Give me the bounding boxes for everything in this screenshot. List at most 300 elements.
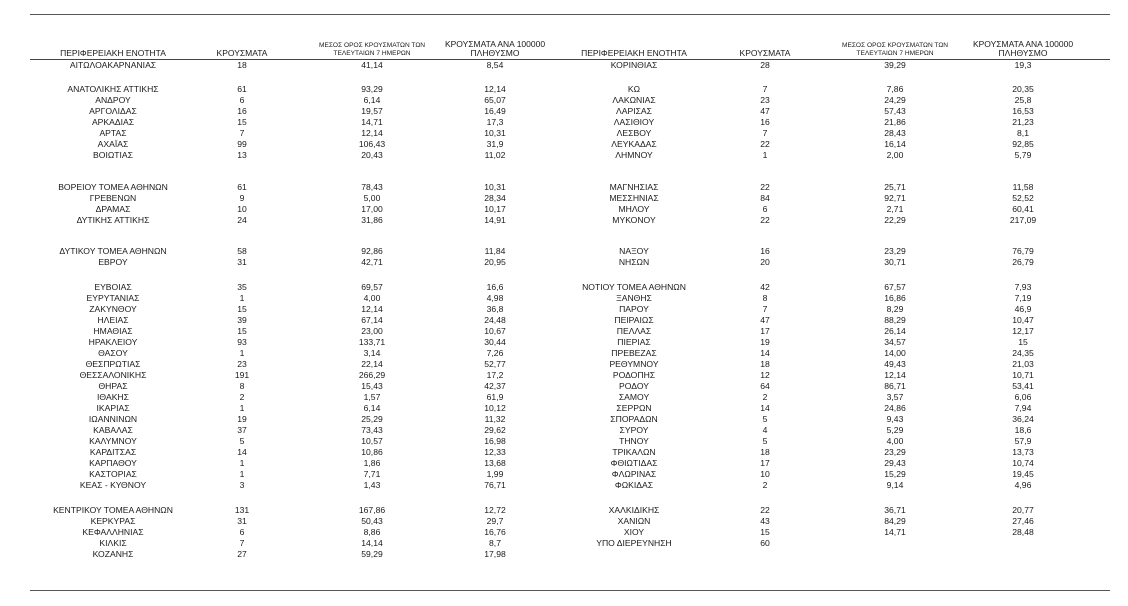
region-name: ΕΒΡΟΥ bbox=[98, 257, 128, 267]
region-name: ΒΟΙΩΤΙΑΣ bbox=[93, 150, 133, 160]
table-row bbox=[30, 480, 565, 491]
region-name: ΣΠΟΡΑΔΩΝ bbox=[610, 414, 658, 424]
cases-value: 27 bbox=[237, 549, 247, 559]
region-name: ΙΚΑΡΙΑΣ bbox=[96, 403, 130, 413]
avg-7-day-value: 1,43 bbox=[363, 480, 381, 490]
per-100k-value: 4,98 bbox=[486, 293, 504, 303]
avg-7-day-value: 12,14 bbox=[884, 370, 906, 380]
cases-value: 42 bbox=[760, 282, 770, 292]
cases-value: 58 bbox=[237, 246, 247, 256]
cases-value: 16 bbox=[760, 246, 770, 256]
per-100k-value: 8,7 bbox=[489, 538, 501, 548]
avg-7-day-value: 5,00 bbox=[363, 193, 381, 203]
cases-value: 2 bbox=[762, 392, 768, 402]
table-row bbox=[30, 204, 565, 215]
per-100k-value: 21,03 bbox=[1012, 359, 1034, 369]
table-row bbox=[565, 293, 1110, 304]
region-name: ΚΩ bbox=[627, 84, 641, 94]
table-row bbox=[565, 95, 1110, 106]
region-name: ΜΗΛΟΥ bbox=[618, 204, 650, 214]
table-row bbox=[565, 117, 1110, 128]
header-avg-line2: ΤΕΛΕΥΤΑΙΩΝ 7 ΗΜΕΡΩΝ bbox=[856, 50, 934, 57]
region-name: ΗΡΑΚΛΕΙΟΥ bbox=[88, 337, 138, 347]
table-row bbox=[30, 337, 565, 348]
header-per100k-line2: ΠΛΗΘΥΣΜΟ bbox=[998, 48, 1048, 58]
region-name: ΝΑΞΟΥ bbox=[619, 246, 649, 256]
table-row bbox=[565, 193, 1110, 204]
per-100k-value: 12,14 bbox=[484, 84, 506, 94]
table-row bbox=[565, 60, 1110, 71]
per-100k-value: 14,91 bbox=[484, 215, 506, 225]
table-row bbox=[30, 117, 565, 128]
per-100k-value: 15 bbox=[1018, 337, 1028, 347]
table-row bbox=[565, 182, 1110, 193]
region-name: ΛΗΜΝΟΥ bbox=[615, 150, 653, 160]
region-name: ΑΝΑΤΟΛΙΚΗΣ ΑΤΤΙΚΗΣ bbox=[67, 84, 159, 94]
per-100k-value: 7,93 bbox=[1014, 282, 1032, 292]
cases-value: 47 bbox=[760, 315, 770, 325]
cases-value: 6 bbox=[239, 95, 245, 105]
cases-value: 14 bbox=[237, 447, 247, 457]
table-row bbox=[565, 359, 1110, 370]
region-name: ΠΑΡΟΥ bbox=[619, 304, 649, 314]
cases-value: 39 bbox=[237, 315, 247, 325]
table-row bbox=[565, 425, 1110, 436]
cases-value: 3 bbox=[239, 480, 245, 490]
table-row bbox=[30, 326, 565, 337]
avg-7-day-value: 31,86 bbox=[361, 215, 383, 225]
region-name: ΦΛΩΡΙΝΑΣ bbox=[611, 469, 657, 479]
region-name: ΒΟΡΕΙΟΥ ΤΟΜΕΑ ΑΘΗΝΩΝ bbox=[58, 182, 168, 192]
avg-7-day-value: 10,86 bbox=[361, 447, 383, 457]
per-100k-value: 16,76 bbox=[484, 527, 506, 537]
table-row bbox=[565, 538, 1110, 549]
table-row bbox=[30, 549, 565, 560]
per-100k-value: 28,34 bbox=[484, 193, 506, 203]
right-table bbox=[565, 28, 1110, 548]
cases-value: 23 bbox=[760, 95, 770, 105]
avg-7-day-value: 49,43 bbox=[884, 359, 906, 369]
avg-7-day-value: 67,14 bbox=[361, 315, 383, 325]
region-name: ΦΘΙΩΤΙΔΑΣ bbox=[610, 458, 658, 468]
table-row bbox=[565, 246, 1110, 257]
cases-value: 5 bbox=[239, 436, 245, 446]
table-row bbox=[565, 381, 1110, 392]
avg-7-day-value: 10,57 bbox=[361, 436, 383, 446]
avg-7-day-value: 36,71 bbox=[884, 505, 906, 515]
per-100k-value: 6,06 bbox=[1014, 392, 1032, 402]
per-100k-value: 27,46 bbox=[1012, 516, 1034, 526]
header-per100k-line1: ΚΡΟΥΣΜΑΤΑ ΑΝΑ 100000 bbox=[444, 39, 546, 49]
per-100k-value: 19,3 bbox=[1014, 60, 1032, 70]
per-100k-value: 8,54 bbox=[486, 60, 504, 70]
per-100k-value: 16,53 bbox=[1012, 106, 1034, 116]
cases-value: 31 bbox=[237, 516, 247, 526]
header-avg-line1: ΜΕΣΟΣ ΟΡΟΣ ΚΡΟΥΣΜΑΤΩΝ ΤΩΝ bbox=[318, 42, 426, 49]
per-100k-value: 10,71 bbox=[1012, 370, 1034, 380]
region-name: ΑΧΑΪΑΣ bbox=[97, 139, 129, 149]
header-region: ΠΕΡΙΦΕΡΕΙΑΚΗ ΕΝΟΤΗΤΑ bbox=[581, 48, 687, 58]
region-name: ΑΡΚΑΔΙΑΣ bbox=[91, 117, 135, 127]
avg-7-day-value: 67,57 bbox=[884, 282, 906, 292]
per-100k-value: 10,47 bbox=[1012, 315, 1034, 325]
per-100k-value: 57,9 bbox=[1014, 436, 1032, 446]
avg-7-day-value: 8,29 bbox=[886, 304, 904, 314]
table-row bbox=[30, 348, 565, 359]
header-avg-line1: ΜΕΣΟΣ ΟΡΟΣ ΚΡΟΥΣΜΑΤΩΝ ΤΩΝ bbox=[841, 42, 949, 49]
per-100k-value: 13,73 bbox=[1012, 447, 1034, 457]
header-per100k-line2: ΠΛΗΘΥΣΜΟ bbox=[470, 48, 520, 58]
region-name: ΠΕΛΛΑΣ bbox=[616, 326, 652, 336]
per-100k-value: 36,8 bbox=[486, 304, 504, 314]
right-table-header bbox=[565, 28, 1110, 58]
per-100k-value: 16,98 bbox=[484, 436, 506, 446]
region-name: ΦΩΚΙΔΑΣ bbox=[614, 480, 654, 490]
region-name: ΗΛΕΙΑΣ bbox=[97, 315, 129, 325]
avg-7-day-value: 1,86 bbox=[363, 458, 381, 468]
region-name: ΗΜΑΘΙΑΣ bbox=[93, 326, 133, 336]
table-row bbox=[30, 392, 565, 403]
cases-value: 8 bbox=[762, 293, 768, 303]
cases-value: 7 bbox=[762, 84, 768, 94]
region-name: ΚΑΣΤΟΡΙΑΣ bbox=[89, 469, 137, 479]
table-row bbox=[565, 257, 1110, 268]
region-name: ΞΑΝΘΗΣ bbox=[616, 293, 652, 303]
cases-value: 61 bbox=[237, 182, 247, 192]
cases-value: 1 bbox=[239, 458, 245, 468]
per-100k-value: 217,09 bbox=[1009, 215, 1037, 225]
per-100k-value: 12,17 bbox=[1012, 326, 1034, 336]
avg-7-day-value: 23,29 bbox=[884, 246, 906, 256]
table-row bbox=[30, 359, 565, 370]
cases-value: 28 bbox=[760, 60, 770, 70]
region-name: ΥΠΟ ΔΙΕΡΕΥΝΗΣΗ bbox=[596, 538, 672, 548]
avg-7-day-value: 12,14 bbox=[361, 304, 383, 314]
avg-7-day-value: 2,00 bbox=[886, 150, 904, 160]
per-100k-value: 18,6 bbox=[1014, 425, 1032, 435]
region-name: ΜΑΓΝΗΣΙΑΣ bbox=[609, 182, 659, 192]
table-row bbox=[30, 257, 565, 268]
per-100k-value: 10,31 bbox=[484, 128, 506, 138]
region-name: ΙΩΑΝΝΙΝΩΝ bbox=[88, 414, 138, 424]
per-100k-value: 13,68 bbox=[484, 458, 506, 468]
per-100k-value: 12,72 bbox=[484, 505, 506, 515]
table-row bbox=[565, 436, 1110, 447]
region-name: ΤΡΙΚΑΛΩΝ bbox=[612, 447, 656, 457]
top-rule bbox=[30, 14, 1110, 15]
per-100k-value: 11,84 bbox=[484, 246, 506, 256]
avg-7-day-value: 106,43 bbox=[358, 139, 386, 149]
region-name: ΘΗΡΑΣ bbox=[98, 381, 128, 391]
region-name: ΛΕΥΚΑΔΑΣ bbox=[611, 139, 657, 149]
per-100k-value: 31,9 bbox=[486, 139, 504, 149]
avg-7-day-value: 14,71 bbox=[884, 527, 906, 537]
avg-7-day-value: 15,43 bbox=[361, 381, 383, 391]
cases-value: 13 bbox=[237, 150, 247, 160]
per-100k-value: 10,31 bbox=[484, 182, 506, 192]
per-100k-value: 7,19 bbox=[1014, 293, 1032, 303]
per-100k-value: 10,17 bbox=[484, 204, 506, 214]
avg-7-day-value: 78,43 bbox=[361, 182, 383, 192]
cases-value: 16 bbox=[237, 106, 247, 116]
cases-value: 19 bbox=[760, 337, 770, 347]
cases-value: 43 bbox=[760, 516, 770, 526]
table-row bbox=[30, 106, 565, 117]
avg-7-day-value: 26,14 bbox=[884, 326, 906, 336]
region-name: ΧΙΟΥ bbox=[623, 527, 645, 537]
region-name: ΣΕΡΡΩΝ bbox=[616, 403, 652, 413]
table-row bbox=[30, 193, 565, 204]
table-row bbox=[565, 215, 1110, 226]
region-name: ΜΕΣΣΗΝΙΑΣ bbox=[609, 193, 659, 203]
table-row bbox=[30, 182, 565, 193]
per-100k-value: 53,41 bbox=[1012, 381, 1034, 391]
avg-7-day-value: 5,29 bbox=[886, 425, 904, 435]
avg-7-day-value: 3,57 bbox=[886, 392, 904, 402]
region-name: ΚΕΑΣ - ΚΥΘΝΟΥ bbox=[79, 480, 147, 490]
cases-value: 37 bbox=[237, 425, 247, 435]
per-100k-value: 46,9 bbox=[1014, 304, 1032, 314]
avg-7-day-value: 14,14 bbox=[361, 538, 383, 548]
per-100k-value: 20,35 bbox=[1012, 84, 1034, 94]
per-100k-value: 29,7 bbox=[486, 516, 504, 526]
cases-value: 1 bbox=[239, 293, 245, 303]
per-100k-value: 19,45 bbox=[1012, 469, 1034, 479]
per-100k-value: 11,58 bbox=[1012, 182, 1034, 192]
region-name: ΘΑΣΟΥ bbox=[98, 348, 128, 358]
avg-7-day-value: 39,29 bbox=[884, 60, 906, 70]
per-100k-value: 30,44 bbox=[484, 337, 506, 347]
avg-7-day-value: 29,43 bbox=[884, 458, 906, 468]
per-100k-value: 16,49 bbox=[484, 106, 506, 116]
per-100k-value: 28,48 bbox=[1012, 527, 1034, 537]
cases-value: 84 bbox=[760, 193, 770, 203]
region-name: ΚΑΛΥΜΝΟΥ bbox=[89, 436, 137, 446]
table-row bbox=[30, 128, 565, 139]
region-name: ΑΙΤΩΛΟΑΚΑΡΝΑΝΙΑΣ bbox=[69, 60, 157, 70]
header-avg-line2: ΤΕΛΕΥΤΑΙΩΝ 7 ΗΜΕΡΩΝ bbox=[333, 50, 411, 57]
table-row bbox=[30, 436, 565, 447]
avg-7-day-value: 7,86 bbox=[886, 84, 904, 94]
region-name: ΙΘΑΚΗΣ bbox=[97, 392, 129, 402]
table-row bbox=[565, 204, 1110, 215]
cases-value: 7 bbox=[762, 128, 768, 138]
table-row bbox=[565, 516, 1110, 527]
cases-value: 9 bbox=[239, 193, 245, 203]
per-100k-value: 26,79 bbox=[1012, 257, 1034, 267]
table-row bbox=[565, 414, 1110, 425]
cases-value: 19 bbox=[237, 414, 247, 424]
cases-value: 15 bbox=[237, 326, 247, 336]
table-row bbox=[565, 326, 1110, 337]
header-cases: ΚΡΟΥΣΜΑΤΑ bbox=[739, 48, 791, 58]
region-name: ΧΑΛΚΙΔΙΚΗΣ bbox=[608, 505, 660, 515]
region-name: ΣΑΜΟΥ bbox=[618, 392, 650, 402]
avg-7-day-value: 69,57 bbox=[361, 282, 383, 292]
per-100k-value: 21,23 bbox=[1012, 117, 1034, 127]
avg-7-day-value: 133,71 bbox=[358, 337, 386, 347]
per-100k-value: 24,35 bbox=[1012, 348, 1034, 358]
avg-7-day-value: 8,86 bbox=[363, 527, 381, 537]
per-100k-value: 24,48 bbox=[484, 315, 506, 325]
per-100k-value: 29,62 bbox=[484, 425, 506, 435]
per-100k-value: 10,67 bbox=[484, 326, 506, 336]
avg-7-day-value: 6,14 bbox=[363, 403, 381, 413]
cases-value: 12 bbox=[760, 370, 770, 380]
per-100k-value: 10,74 bbox=[1012, 458, 1034, 468]
table-row bbox=[565, 527, 1110, 538]
avg-7-day-value: 2,71 bbox=[886, 204, 904, 214]
cases-value: 6 bbox=[762, 204, 768, 214]
cases-value: 99 bbox=[237, 139, 247, 149]
cases-value: 14 bbox=[760, 403, 770, 413]
region-name: ΕΥΒΟΙΑΣ bbox=[94, 282, 132, 292]
cases-value: 14 bbox=[760, 348, 770, 358]
cases-value: 17 bbox=[760, 326, 770, 336]
region-name: ΤΗΝΟΥ bbox=[619, 436, 649, 446]
cases-value: 18 bbox=[760, 447, 770, 457]
table-row bbox=[565, 505, 1110, 516]
per-100k-value: 65,07 bbox=[484, 95, 506, 105]
region-name: ΔΥΤΙΚΗΣ ΑΤΤΙΚΗΣ bbox=[76, 215, 150, 225]
region-name: ΘΕΣΣΑΛΟΝΙΚΗΣ bbox=[79, 370, 147, 380]
avg-7-day-value: 73,43 bbox=[361, 425, 383, 435]
avg-7-day-value: 50,43 bbox=[361, 516, 383, 526]
table-row bbox=[30, 282, 565, 293]
cases-value: 1 bbox=[239, 403, 245, 413]
table-row bbox=[30, 381, 565, 392]
table-row bbox=[565, 348, 1110, 359]
per-100k-value: 76,79 bbox=[1012, 246, 1034, 256]
region-name: ΠΕΙΡΑΙΩΣ bbox=[614, 315, 654, 325]
per-100k-value: 42,37 bbox=[484, 381, 506, 391]
header-avg-7-days bbox=[319, 42, 425, 58]
region-name: ΛΑΣΙΘΙΟΥ bbox=[613, 117, 655, 127]
avg-7-day-value: 28,43 bbox=[884, 128, 906, 138]
cases-value: 22 bbox=[760, 505, 770, 515]
cases-value: 2 bbox=[762, 480, 768, 490]
avg-7-day-value: 93,29 bbox=[361, 84, 383, 94]
avg-7-day-value: 25,71 bbox=[884, 182, 906, 192]
avg-7-day-value: 42,71 bbox=[361, 257, 383, 267]
region-name: ΛΑΡΙΣΑΣ bbox=[616, 106, 652, 116]
region-name: ΑΡΤΑΣ bbox=[99, 128, 127, 138]
table-row bbox=[30, 293, 565, 304]
table-row bbox=[30, 370, 565, 381]
table-row bbox=[565, 403, 1110, 414]
cases-value: 8 bbox=[239, 381, 245, 391]
table-row bbox=[30, 215, 565, 226]
table-row bbox=[30, 458, 565, 469]
per-100k-value: 17,98 bbox=[484, 549, 506, 559]
per-100k-value: 36,24 bbox=[1012, 414, 1034, 424]
per-100k-value: 76,71 bbox=[484, 480, 506, 490]
cases-value: 61 bbox=[237, 84, 247, 94]
left-table-header bbox=[30, 28, 565, 58]
region-name: ΚΕΦΑΛΛΗΝΙΑΣ bbox=[82, 527, 144, 537]
region-name: ΚΑΡΠΑΘΟΥ bbox=[89, 458, 137, 468]
region-name: ΚΕΡΚΥΡΑΣ bbox=[90, 516, 136, 526]
cases-value: 1 bbox=[239, 469, 245, 479]
avg-7-day-value: 12,14 bbox=[361, 128, 383, 138]
region-name: ΑΝΔΡΟΥ bbox=[95, 95, 131, 105]
avg-7-day-value: 14,71 bbox=[361, 117, 383, 127]
cases-value: 131 bbox=[234, 505, 250, 515]
table-row bbox=[565, 480, 1110, 491]
avg-7-day-value: 22,14 bbox=[361, 359, 383, 369]
avg-7-day-value: 16,14 bbox=[884, 139, 906, 149]
header-avg-7-days bbox=[842, 42, 948, 58]
table-row bbox=[565, 106, 1110, 117]
cases-value: 15 bbox=[237, 304, 247, 314]
table-row bbox=[565, 128, 1110, 139]
cases-value: 10 bbox=[760, 469, 770, 479]
avg-7-day-value: 84,29 bbox=[884, 516, 906, 526]
region-name: ΚΕΝΤΡΙΚΟΥ ΤΟΜΕΑ ΑΘΗΝΩΝ bbox=[53, 505, 173, 515]
table-row bbox=[30, 447, 565, 458]
cases-value: 17 bbox=[760, 458, 770, 468]
cases-value: 2 bbox=[239, 392, 245, 402]
table-row bbox=[30, 150, 565, 161]
region-name: ΛΕΣΒΟΥ bbox=[616, 128, 652, 138]
cases-value: 7 bbox=[239, 128, 245, 138]
table-row bbox=[565, 139, 1110, 150]
region-name: ΚΟΖΑΝΗΣ bbox=[92, 549, 134, 559]
table-row bbox=[30, 95, 565, 106]
avg-7-day-value: 92,71 bbox=[884, 193, 906, 203]
avg-7-day-value: 30,71 bbox=[884, 257, 906, 267]
avg-7-day-value: 22,29 bbox=[884, 215, 906, 225]
region-name: ΜΥΚΟΝΟΥ bbox=[612, 215, 656, 225]
cases-value: 5 bbox=[762, 414, 768, 424]
cases-value: 20 bbox=[760, 257, 770, 267]
cases-value: 15 bbox=[760, 527, 770, 537]
cases-value: 7 bbox=[762, 304, 768, 314]
region-name: ΘΕΣΠΡΩΤΙΑΣ bbox=[85, 359, 141, 369]
table-row bbox=[565, 84, 1110, 95]
per-100k-value: 1,99 bbox=[486, 469, 504, 479]
bottom-rule bbox=[30, 590, 1110, 591]
region-name: ΓΡΕΒΕΝΩΝ bbox=[89, 193, 137, 203]
cases-value: 1 bbox=[762, 150, 768, 160]
region-name: ΔΡΑΜΑΣ bbox=[95, 204, 131, 214]
table-row bbox=[30, 425, 565, 436]
per-100k-value: 11,32 bbox=[484, 414, 506, 424]
table-row bbox=[565, 315, 1110, 326]
table-row bbox=[565, 304, 1110, 315]
avg-7-day-value: 9,43 bbox=[886, 414, 904, 424]
region-name: ΖΑΚΥΝΘΟΥ bbox=[89, 304, 137, 314]
cases-value: 47 bbox=[760, 106, 770, 116]
region-name: ΠΙΕΡΙΑΣ bbox=[617, 337, 651, 347]
cases-value: 10 bbox=[237, 204, 247, 214]
cases-value: 191 bbox=[234, 370, 250, 380]
table-row bbox=[30, 246, 565, 257]
cases-value: 7 bbox=[239, 538, 245, 548]
avg-7-day-value: 92,86 bbox=[361, 246, 383, 256]
avg-7-day-value: 34,57 bbox=[884, 337, 906, 347]
region-name: ΑΡΓΟΛΙΔΑΣ bbox=[89, 106, 137, 116]
avg-7-day-value: 88,29 bbox=[884, 315, 906, 325]
region-name: ΚΑΡΔΙΤΣΑΣ bbox=[89, 447, 137, 457]
header-cases: ΚΡΟΥΣΜΑΤΑ bbox=[216, 48, 268, 58]
cases-value: 64 bbox=[760, 381, 770, 391]
cases-value: 24 bbox=[237, 215, 247, 225]
avg-7-day-value: 25,29 bbox=[361, 414, 383, 424]
per-100k-value: 16,6 bbox=[486, 282, 504, 292]
table-row bbox=[565, 458, 1110, 469]
avg-7-day-value: 23,00 bbox=[361, 326, 383, 336]
